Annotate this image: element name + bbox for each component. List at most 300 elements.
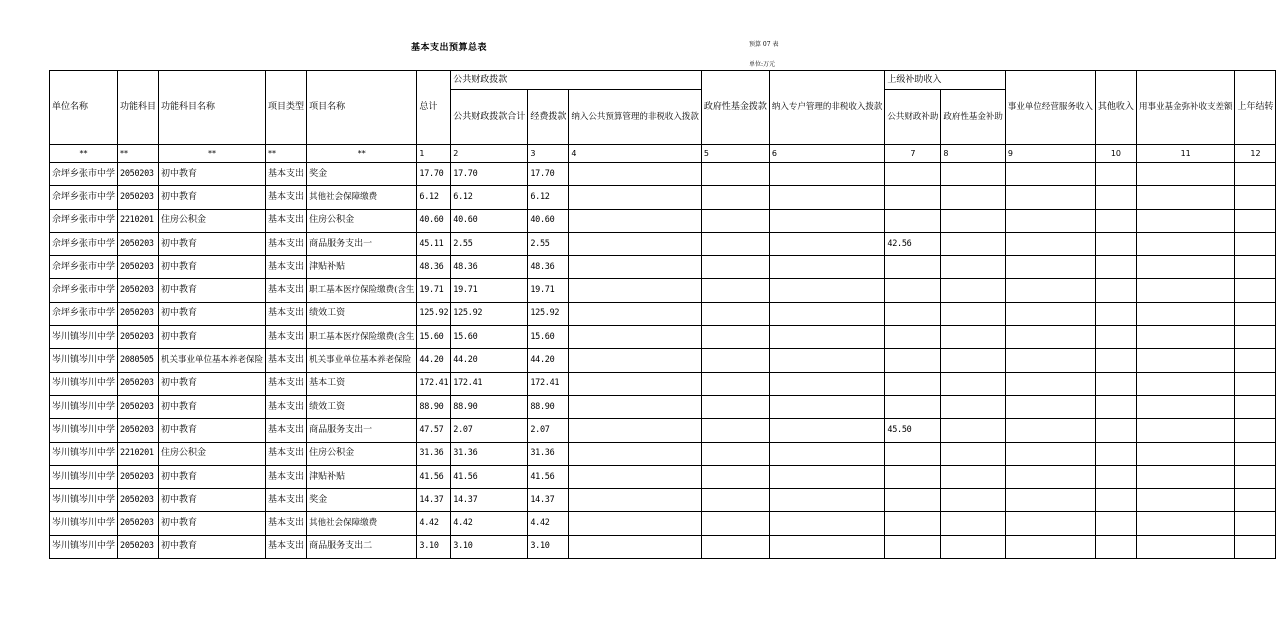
item-name-cell: 住房公积金	[307, 209, 417, 232]
upper-public-cell	[885, 489, 941, 512]
table-row	[50, 232, 1276, 255]
unit-name-cell: 佘坪乡张市中学	[50, 163, 118, 186]
index-cell: **	[159, 145, 266, 163]
upper-public-cell	[885, 372, 941, 395]
biz-fund-cell	[1136, 395, 1235, 418]
public-finance-sum-cell: 14.37	[451, 489, 528, 512]
table-row	[50, 535, 1276, 558]
upper-gov-cell	[941, 512, 1006, 535]
nontax-cell	[569, 535, 702, 558]
nontax-cell	[569, 209, 702, 232]
biz-income-cell	[1005, 372, 1095, 395]
public-finance-sum-cell: 3.10	[451, 535, 528, 558]
biz-fund-cell	[1136, 232, 1235, 255]
index-cell: 11	[1136, 145, 1235, 163]
item-name-cell: 基本工资	[307, 372, 417, 395]
func-name-cell: 初中教育	[159, 326, 266, 349]
other-income-cell	[1095, 349, 1136, 372]
unit-name-cell: 佘坪乡张市中学	[50, 302, 118, 325]
expense-cell: 125.92	[528, 302, 569, 325]
expense-cell: 2.07	[528, 419, 569, 442]
item-name-cell: 津贴补贴	[307, 256, 417, 279]
special-nontax-cell	[769, 419, 885, 442]
upper-public-cell	[885, 395, 941, 418]
table-row	[50, 465, 1276, 488]
unit-name-cell: 岑川镇岑川中学	[50, 442, 118, 465]
special-nontax-cell	[769, 326, 885, 349]
item-name-cell: 绩效工资	[307, 395, 417, 418]
biz-fund-cell	[1136, 372, 1235, 395]
public-finance-sum-cell: 88.90	[451, 395, 528, 418]
index-cell: 2	[451, 145, 528, 163]
special-nontax-cell	[769, 349, 885, 372]
item-type-cell: 基本支出	[266, 419, 307, 442]
nontax-cell	[569, 465, 702, 488]
unit-name-cell: 岑川镇岑川中学	[50, 372, 118, 395]
index-cell: **	[266, 145, 307, 163]
item-name-cell: 奖金	[307, 163, 417, 186]
biz-fund-cell	[1136, 442, 1235, 465]
upper-public-cell	[885, 186, 941, 209]
biz-fund-cell	[1136, 209, 1235, 232]
special-nontax-cell	[769, 395, 885, 418]
func-code-cell: 2050203	[118, 372, 159, 395]
item-type-cell: 基本支出	[266, 256, 307, 279]
other-income-cell	[1095, 419, 1136, 442]
table-row	[50, 419, 1276, 442]
carryover-cell	[1235, 419, 1276, 442]
item-type-cell: 基本支出	[266, 326, 307, 349]
special-nontax-cell	[769, 209, 885, 232]
total-cell: 172.41	[417, 372, 451, 395]
total-cell: 41.56	[417, 465, 451, 488]
index-cell: 3	[528, 145, 569, 163]
table-row	[50, 512, 1276, 535]
table-row	[50, 372, 1276, 395]
item-type-cell: 基本支出	[266, 349, 307, 372]
header-item-name: 项目名称	[307, 71, 417, 145]
carryover-cell	[1235, 326, 1276, 349]
carryover-cell	[1235, 163, 1276, 186]
header-biz-income: 事业单位经营服务收入	[1005, 71, 1095, 145]
item-name-cell: 其他社会保障缴费	[307, 512, 417, 535]
index-cell: 12	[1235, 145, 1276, 163]
upper-gov-cell	[941, 186, 1006, 209]
public-finance-sum-cell: 2.07	[451, 419, 528, 442]
index-cell: **	[307, 145, 417, 163]
gov-fund-cell	[701, 395, 769, 418]
func-code-cell: 2050203	[118, 489, 159, 512]
other-income-cell	[1095, 302, 1136, 325]
upper-gov-cell	[941, 465, 1006, 488]
other-income-cell	[1095, 535, 1136, 558]
special-nontax-cell	[769, 256, 885, 279]
item-type-cell: 基本支出	[266, 209, 307, 232]
upper-gov-cell	[941, 209, 1006, 232]
upper-gov-cell	[941, 372, 1006, 395]
func-name-cell: 初中教育	[159, 372, 266, 395]
biz-income-cell	[1005, 279, 1095, 302]
func-name-cell: 初中教育	[159, 163, 266, 186]
index-cell: 5	[701, 145, 769, 163]
total-cell: 88.90	[417, 395, 451, 418]
upper-public-cell	[885, 209, 941, 232]
header-item-type: 项目类型	[266, 71, 307, 145]
public-finance-sum-cell: 125.92	[451, 302, 528, 325]
total-cell: 125.92	[417, 302, 451, 325]
item-type-cell: 基本支出	[266, 186, 307, 209]
item-name-cell: 职工基本医疗保险缴费(含生	[307, 326, 417, 349]
item-type-cell: 基本支出	[266, 535, 307, 558]
item-name-cell: 住房公积金	[307, 442, 417, 465]
expense-cell: 44.20	[528, 349, 569, 372]
table-row	[50, 442, 1276, 465]
expense-cell: 172.41	[528, 372, 569, 395]
carryover-cell	[1235, 465, 1276, 488]
carryover-cell	[1235, 232, 1276, 255]
special-nontax-cell	[769, 186, 885, 209]
header-carryover: 上年结转	[1235, 71, 1276, 145]
item-name-cell: 商品服务支出一	[307, 232, 417, 255]
item-type-cell: 基本支出	[266, 512, 307, 535]
upper-public-cell	[885, 279, 941, 302]
func-code-cell: 2050203	[118, 419, 159, 442]
func-code-cell: 2050203	[118, 163, 159, 186]
total-cell: 44.20	[417, 349, 451, 372]
total-cell: 17.70	[417, 163, 451, 186]
expense-cell: 19.71	[528, 279, 569, 302]
other-income-cell	[1095, 279, 1136, 302]
gov-fund-cell	[701, 209, 769, 232]
gov-fund-cell	[701, 465, 769, 488]
upper-public-cell	[885, 535, 941, 558]
carryover-cell	[1235, 535, 1276, 558]
header-upper-public: 公共财政补助	[885, 90, 941, 145]
carryover-cell	[1235, 395, 1276, 418]
total-cell: 15.60	[417, 326, 451, 349]
item-name-cell: 其他社会保障缴费	[307, 186, 417, 209]
upper-gov-cell	[941, 256, 1006, 279]
other-income-cell	[1095, 232, 1136, 255]
func-code-cell: 2050203	[118, 535, 159, 558]
func-code-cell: 2050203	[118, 465, 159, 488]
total-cell: 47.57	[417, 419, 451, 442]
form-number: 预算 07 表	[749, 41, 779, 48]
item-name-cell: 津贴补贴	[307, 465, 417, 488]
item-type-cell: 基本支出	[266, 232, 307, 255]
public-finance-sum-cell: 31.36	[451, 442, 528, 465]
total-cell: 40.60	[417, 209, 451, 232]
func-code-cell: 2050203	[118, 186, 159, 209]
other-income-cell	[1095, 489, 1136, 512]
header-unit-name: 单位名称	[50, 71, 118, 145]
gov-fund-cell	[701, 279, 769, 302]
biz-income-cell	[1005, 489, 1095, 512]
gov-fund-cell	[701, 186, 769, 209]
upper-public-cell	[885, 302, 941, 325]
upper-gov-cell	[941, 326, 1006, 349]
biz-income-cell	[1005, 186, 1095, 209]
func-name-cell: 初中教育	[159, 256, 266, 279]
public-finance-sum-cell: 4.42	[451, 512, 528, 535]
biz-fund-cell	[1136, 326, 1235, 349]
unit-name-cell: 佘坪乡张市中学	[50, 279, 118, 302]
index-cell: 4	[569, 145, 702, 163]
unit-name-cell: 岑川镇岑川中学	[50, 419, 118, 442]
nontax-cell	[569, 256, 702, 279]
public-finance-sum-cell: 19.71	[451, 279, 528, 302]
other-income-cell	[1095, 186, 1136, 209]
biz-fund-cell	[1136, 349, 1235, 372]
carryover-cell	[1235, 256, 1276, 279]
func-name-cell: 初中教育	[159, 302, 266, 325]
item-type-cell: 基本支出	[266, 442, 307, 465]
biz-income-cell	[1005, 326, 1095, 349]
unit-name-cell: 岑川镇岑川中学	[50, 395, 118, 418]
item-type-cell: 基本支出	[266, 465, 307, 488]
special-nontax-cell	[769, 535, 885, 558]
carryover-cell	[1235, 279, 1276, 302]
header-public-finance-sum: 公共财政拨款合计	[451, 90, 528, 145]
public-finance-sum-cell: 6.12	[451, 186, 528, 209]
other-income-cell	[1095, 372, 1136, 395]
special-nontax-cell	[769, 442, 885, 465]
gov-fund-cell	[701, 419, 769, 442]
nontax-cell	[569, 442, 702, 465]
item-name-cell: 机关事业单位基本养老保险	[307, 349, 417, 372]
expense-cell: 17.70	[528, 163, 569, 186]
header-other-income: 其他收入	[1095, 71, 1136, 145]
index-cell: **	[118, 145, 159, 163]
biz-fund-cell	[1136, 419, 1235, 442]
nontax-cell	[569, 326, 702, 349]
upper-public-cell	[885, 256, 941, 279]
func-code-cell: 2050203	[118, 512, 159, 535]
expense-cell: 2.55	[528, 232, 569, 255]
func-name-cell: 初中教育	[159, 465, 266, 488]
biz-income-cell	[1005, 256, 1095, 279]
item-type-cell: 基本支出	[266, 279, 307, 302]
header-func-code: 功能科目	[118, 71, 159, 145]
func-code-cell: 2050203	[118, 395, 159, 418]
carryover-cell	[1235, 489, 1276, 512]
index-cell: 6	[769, 145, 885, 163]
upper-public-cell	[885, 163, 941, 186]
carryover-cell	[1235, 302, 1276, 325]
table-row	[50, 349, 1276, 372]
func-code-cell: 2050203	[118, 256, 159, 279]
upper-public-cell	[885, 465, 941, 488]
public-finance-sum-cell: 17.70	[451, 163, 528, 186]
other-income-cell	[1095, 209, 1136, 232]
upper-gov-cell	[941, 442, 1006, 465]
table-row	[50, 209, 1276, 232]
func-name-cell: 初中教育	[159, 489, 266, 512]
table-row	[50, 395, 1276, 418]
total-cell: 45.11	[417, 232, 451, 255]
header-func-name: 功能科目名称	[159, 71, 266, 145]
unit-name-cell: 岑川镇岑川中学	[50, 512, 118, 535]
table-row	[50, 163, 1276, 186]
expense-cell: 48.36	[528, 256, 569, 279]
special-nontax-cell	[769, 489, 885, 512]
unit-name-cell: 佘坪乡张市中学	[50, 186, 118, 209]
carryover-cell	[1235, 372, 1276, 395]
upper-gov-cell	[941, 489, 1006, 512]
public-finance-sum-cell: 44.20	[451, 349, 528, 372]
unit-name-cell: 佘坪乡张市中学	[50, 232, 118, 255]
upper-gov-cell	[941, 419, 1006, 442]
func-name-cell: 初中教育	[159, 512, 266, 535]
unit-name-cell: 岑川镇岑川中学	[50, 535, 118, 558]
special-nontax-cell	[769, 279, 885, 302]
public-finance-sum-cell: 2.55	[451, 232, 528, 255]
biz-fund-cell	[1136, 489, 1235, 512]
special-nontax-cell	[769, 465, 885, 488]
biz-income-cell	[1005, 419, 1095, 442]
gov-fund-cell	[701, 442, 769, 465]
item-name-cell: 商品服务支出一	[307, 419, 417, 442]
upper-gov-cell	[941, 232, 1006, 255]
item-name-cell: 职工基本医疗保险缴费(含生	[307, 279, 417, 302]
total-cell: 4.42	[417, 512, 451, 535]
func-name-cell: 初中教育	[159, 419, 266, 442]
total-cell: 48.36	[417, 256, 451, 279]
nontax-cell	[569, 232, 702, 255]
expense-cell: 88.90	[528, 395, 569, 418]
item-type-cell: 基本支出	[266, 372, 307, 395]
header-upper-gov: 政府性基金补助	[941, 90, 1006, 145]
expense-cell: 15.60	[528, 326, 569, 349]
biz-income-cell	[1005, 512, 1095, 535]
public-finance-sum-cell: 40.60	[451, 209, 528, 232]
header-nontax: 纳入公共预算管理的非税收入拨款	[569, 90, 702, 145]
header-biz-fund: 用事业基金弥补收支差额	[1136, 71, 1235, 145]
nontax-cell	[569, 163, 702, 186]
biz-income-cell	[1005, 442, 1095, 465]
other-income-cell	[1095, 465, 1136, 488]
func-name-cell: 初中教育	[159, 279, 266, 302]
special-nontax-cell	[769, 372, 885, 395]
public-finance-sum-cell: 41.56	[451, 465, 528, 488]
biz-fund-cell	[1136, 163, 1235, 186]
expense-cell: 6.12	[528, 186, 569, 209]
biz-income-cell	[1005, 163, 1095, 186]
other-income-cell	[1095, 163, 1136, 186]
expense-cell: 41.56	[528, 465, 569, 488]
upper-public-cell: 42.56	[885, 232, 941, 255]
carryover-cell	[1235, 209, 1276, 232]
unit-name-cell: 岑川镇岑川中学	[50, 489, 118, 512]
gov-fund-cell	[701, 512, 769, 535]
index-cell: 8	[941, 145, 1006, 163]
upper-gov-cell	[941, 302, 1006, 325]
carryover-cell	[1235, 512, 1276, 535]
gov-fund-cell	[701, 535, 769, 558]
upper-public-cell: 45.50	[885, 419, 941, 442]
nontax-cell	[569, 489, 702, 512]
public-finance-sum-cell: 15.60	[451, 326, 528, 349]
gov-fund-cell	[701, 302, 769, 325]
unit-name-cell: 佘坪乡张市中学	[50, 256, 118, 279]
carryover-cell	[1235, 349, 1276, 372]
biz-fund-cell	[1136, 535, 1235, 558]
header-expense: 经费拨款	[528, 90, 569, 145]
biz-income-cell	[1005, 535, 1095, 558]
upper-gov-cell	[941, 349, 1006, 372]
biz-fund-cell	[1136, 279, 1235, 302]
table-row	[50, 279, 1276, 302]
report-title: 基本支出预算总表	[410, 43, 487, 53]
unit-name-cell: 岑川镇岑川中学	[50, 326, 118, 349]
gov-fund-cell	[701, 256, 769, 279]
index-cell: 7	[885, 145, 941, 163]
special-nontax-cell	[769, 232, 885, 255]
nontax-cell	[569, 186, 702, 209]
item-type-cell: 基本支出	[266, 163, 307, 186]
func-code-cell: 2210201	[118, 442, 159, 465]
total-cell: 3.10	[417, 535, 451, 558]
total-cell: 6.12	[417, 186, 451, 209]
expense-cell: 3.10	[528, 535, 569, 558]
biz-income-cell	[1005, 209, 1095, 232]
nontax-cell	[569, 349, 702, 372]
func-name-cell: 初中教育	[159, 186, 266, 209]
item-name-cell: 商品服务支出二	[307, 535, 417, 558]
public-finance-sum-cell: 48.36	[451, 256, 528, 279]
nontax-cell	[569, 302, 702, 325]
total-cell: 14.37	[417, 489, 451, 512]
total-cell: 19.71	[417, 279, 451, 302]
special-nontax-cell	[769, 302, 885, 325]
nontax-cell	[569, 395, 702, 418]
biz-fund-cell	[1136, 256, 1235, 279]
biz-fund-cell	[1136, 465, 1235, 488]
nontax-cell	[569, 279, 702, 302]
unit-label: 单位:万元	[749, 61, 776, 68]
upper-public-cell	[885, 326, 941, 349]
biz-income-cell	[1005, 232, 1095, 255]
biz-fund-cell	[1136, 302, 1235, 325]
unit-name-cell: 佘坪乡张市中学	[50, 209, 118, 232]
func-name-cell: 初中教育	[159, 535, 266, 558]
other-income-cell	[1095, 395, 1136, 418]
special-nontax-cell	[769, 512, 885, 535]
public-finance-sum-cell: 172.41	[451, 372, 528, 395]
item-name-cell: 奖金	[307, 489, 417, 512]
item-type-cell: 基本支出	[266, 489, 307, 512]
func-code-cell: 2050203	[118, 326, 159, 349]
header-total: 总计	[417, 71, 451, 145]
expense-cell: 4.42	[528, 512, 569, 535]
table-body	[50, 163, 1276, 559]
gov-fund-cell	[701, 326, 769, 349]
func-code-cell: 2050203	[118, 232, 159, 255]
table-row	[50, 326, 1276, 349]
upper-gov-cell	[941, 395, 1006, 418]
budget-table	[49, 70, 1276, 559]
item-type-cell: 基本支出	[266, 302, 307, 325]
unit-name-cell: 岑川镇岑川中学	[50, 465, 118, 488]
header-public-finance: 公共财政拨款	[451, 71, 702, 90]
index-cell: **	[50, 145, 118, 163]
carryover-cell	[1235, 186, 1276, 209]
upper-gov-cell	[941, 535, 1006, 558]
expense-cell: 14.37	[528, 489, 569, 512]
carryover-cell	[1235, 442, 1276, 465]
gov-fund-cell	[701, 372, 769, 395]
other-income-cell	[1095, 326, 1136, 349]
